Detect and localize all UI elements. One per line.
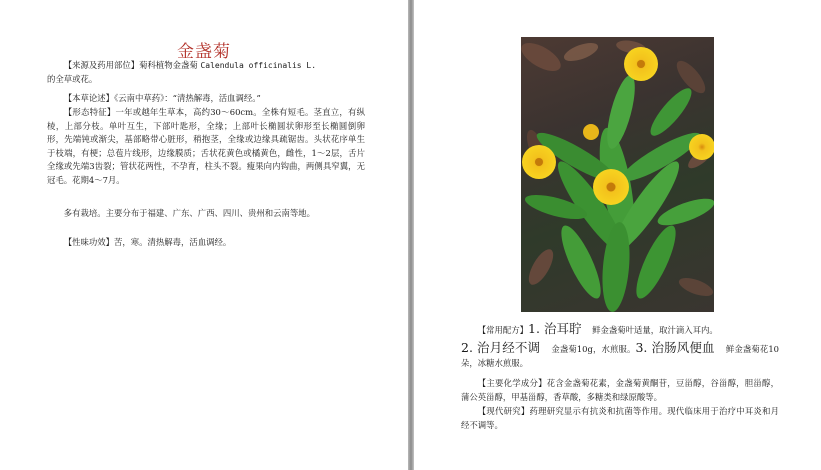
page-title: 金盏菊 xyxy=(177,42,231,62)
properties-section xyxy=(47,236,365,250)
literature-label: 【本草论述】 xyxy=(63,93,115,103)
calendula-illustration xyxy=(521,37,714,312)
recipes-label: 【常用配方】 xyxy=(477,325,529,335)
recipe-2-text: 金盏菊10g，水煎服。 xyxy=(551,344,636,354)
chemistry-text: 花含金盏菊花素，金盏菊黄酮苷，豆甾醇，谷甾醇，胆甾醇，蒲公英甾醇，甲基甾醇，香草酸，多糖类和绿原酸等。 xyxy=(461,378,780,402)
morphology-text: 一年或越年生草本，高约30～60cm。全株有短毛。茎直立，有纵棱，上部分枝。单叶互生，下部叶匙形，全缘；上部叶长椭圆状卵形至长椭圆倒卵形，先端钝或渐尖，基部略带心脏形，稍抱茎，全缘或边缘具疏锯齿。头状花序单生于枝端，有梗；总苞片线形，边缘膜质；舌状花黄色或橘黄色，雌性，1～2层，舌片全缘或先端3齿裂；管状花两性，不孕育，柱头不裂。瘦果向内钩曲，两侧具窄翼，无冠毛。花期4～7月。 xyxy=(47,107,365,185)
calendula-photo xyxy=(521,37,714,312)
properties-label: 【性味功效】 xyxy=(63,237,115,247)
distribution-paragraph: 多有栽培。主要分布于福建、广东、广西、四川、贵州和云南等地。 xyxy=(63,208,316,218)
research-section xyxy=(461,404,779,432)
left-page xyxy=(0,0,408,470)
recipe-2-title: 2. 治月经不调 xyxy=(461,340,541,355)
latin-name: Calendula officinalis L. xyxy=(200,61,317,70)
source-paragraph xyxy=(47,59,365,86)
distribution-section xyxy=(47,207,365,221)
source-text-cont: 的全草或花。 xyxy=(47,73,98,84)
recipe-line-1 xyxy=(461,322,779,337)
properties-text: 苦，寒。清热解毒，活血调经。 xyxy=(114,237,232,247)
right-page xyxy=(414,0,821,470)
recipe-3-text: 鲜金盏菊花10朵，冰糖水煎服。 xyxy=(461,344,779,368)
chemistry-paragraph xyxy=(461,376,779,404)
recipes-section xyxy=(461,322,779,370)
source-section xyxy=(47,59,365,86)
recipe-1-title: 1. 治耳聍 xyxy=(528,321,582,336)
source-text: 菊科植物金盏菊 xyxy=(139,60,201,70)
recipe-1-text: 鲜金盏菊叶适量，取汁滴入耳内。 xyxy=(592,325,718,335)
chemistry-label: 【主要化学成分】 xyxy=(477,378,547,388)
recipe-line-2 xyxy=(461,341,779,370)
morphology-label: 【形态特征】 xyxy=(63,107,116,117)
research-paragraph xyxy=(461,404,779,432)
morphology-paragraph xyxy=(47,106,365,188)
source-label: 【来源及药用部位】 xyxy=(63,60,140,70)
literature-paragraph xyxy=(47,92,365,106)
research-label: 【现代研究】 xyxy=(477,406,530,416)
properties-paragraph xyxy=(47,236,365,250)
recipe-3-title: 3. 治肠风便血 xyxy=(635,340,715,355)
literature-section xyxy=(47,92,365,106)
chemistry-section xyxy=(461,376,779,404)
research-text: 药理研究显示有抗炎和抗菌等作用。现代临床用于治疗中耳炎和月经不调等。 xyxy=(461,406,780,430)
morphology-section xyxy=(47,106,365,188)
literature-text: 《云南中草药》：“清热解毒，活血调经。” xyxy=(114,93,261,103)
